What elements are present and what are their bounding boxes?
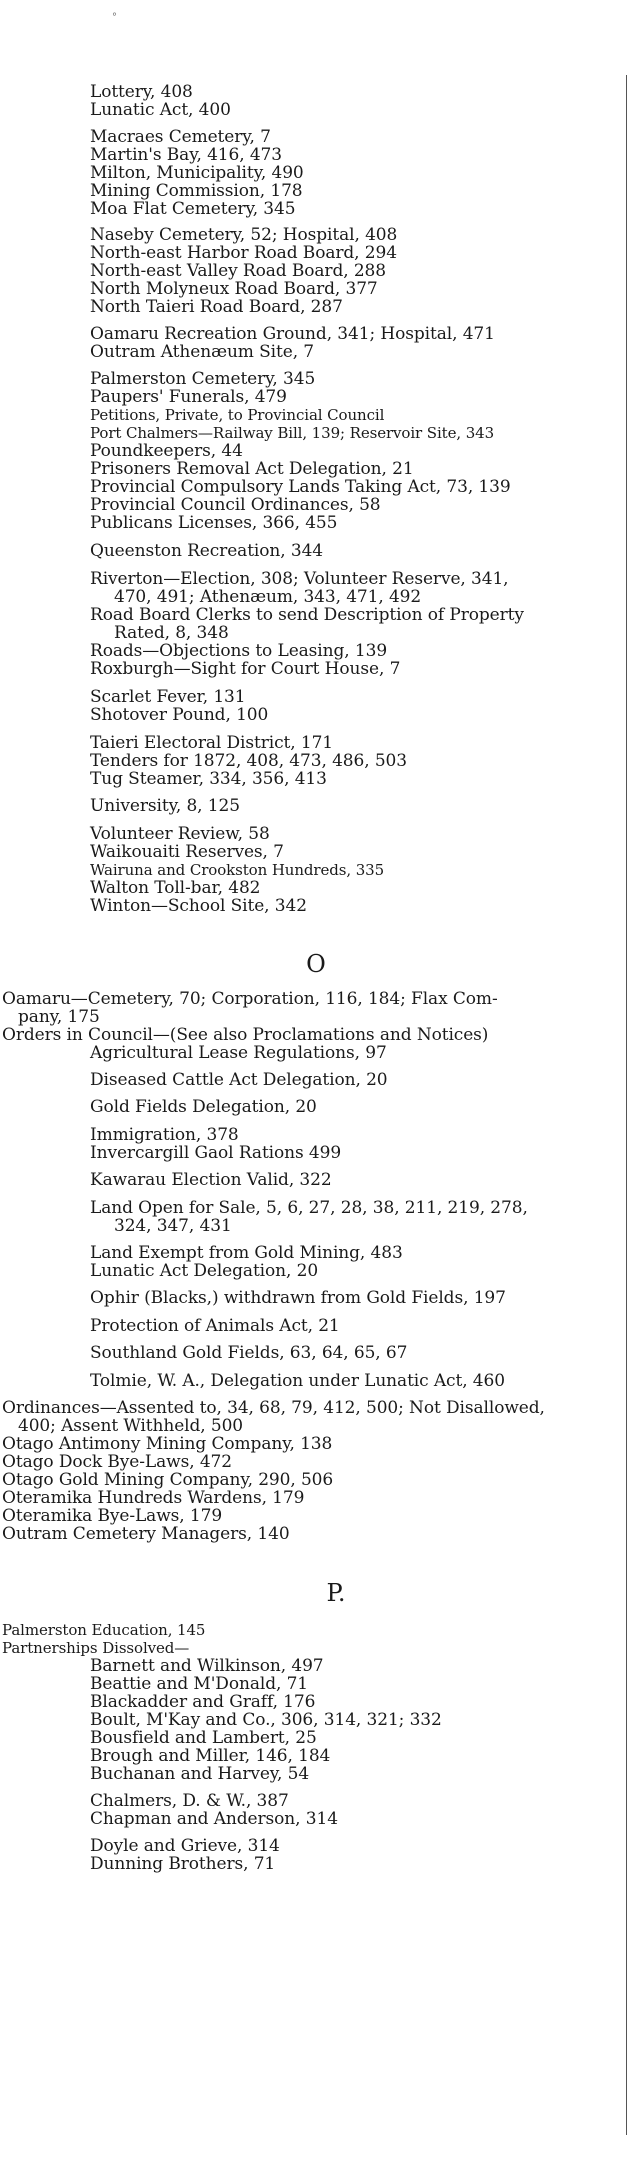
index-entry: 400; Assent Withheld, 500	[18, 1416, 244, 1436]
index-entry: Chapman and Anderson, 314	[90, 1809, 338, 1829]
index-entry: Gold Fields Delegation, 20	[90, 1097, 317, 1117]
index-entry: Paupers' Funerals, 479	[90, 387, 287, 407]
index-entry: Southland Gold Fields, 63, 64, 65, 67	[90, 1343, 408, 1363]
index-entry: Otago Gold Mining Company, 290, 506	[2, 1470, 334, 1490]
index-entry: North-east Valley Road Board, 288	[90, 261, 386, 281]
index-entry: Blackadder and Graff, 176	[90, 1692, 316, 1712]
index-entry: Publicans Licenses, 366, 455	[90, 513, 338, 533]
index-entry: North Taieri Road Board, 287	[90, 297, 343, 317]
index-entry: Oteramika Hundreds Wardens, 179	[2, 1488, 305, 1508]
index-entry: Lottery, 408	[90, 82, 193, 102]
index-entry: Riverton—Election, 308; Volunteer Reserve, 341,	[90, 569, 509, 589]
index-entry: Oamaru—Cemetery, 70; Corporation, 116, 184; Flax Com-	[2, 989, 498, 1009]
index-entry: Provincial Council Ordinances, 58	[90, 495, 381, 515]
index-entry: Beattie and M'Donald, 71	[90, 1674, 309, 1694]
index-entry: Wairuna and Crookston Hundreds, 335	[90, 861, 385, 879]
index-entry: Waikouaiti Reserves, 7	[90, 842, 284, 862]
index-entry: Queenston Recreation, 344	[90, 541, 324, 561]
index-entry: Barnett and Wilkinson, 497	[90, 1656, 324, 1676]
index-entry: Partnerships Dissolved—	[2, 1639, 190, 1657]
index-entry: Poundkeepers, 44	[90, 441, 243, 461]
index-entry: Lunatic Act Delegation, 20	[90, 1261, 319, 1281]
index-entry: Otago Dock Bye-Laws, 472	[2, 1452, 232, 1472]
index-entry: Walton Toll-bar, 482	[90, 878, 261, 898]
index-entry: Palmerston Education, 145	[2, 1621, 206, 1639]
index-entry: Diseased Cattle Act Delegation, 20	[90, 1070, 388, 1090]
index-entry: pany, 175	[18, 1007, 100, 1027]
index-entry: Invercargill Gaol Rations 499	[90, 1143, 342, 1163]
index-entry: Milton, Municipality, 490	[90, 163, 304, 183]
index-entry: Outram Athenæum Site, 7	[90, 342, 315, 362]
index-entry: Tolmie, W. A., Delegation under Lunatic Act, 460	[90, 1371, 505, 1391]
index-entry: Winton—School Site, 342	[90, 896, 307, 916]
index-entry: 470, 491; Athenæum, 343, 471, 492	[114, 587, 422, 607]
index-entry: Provincial Compulsory Lands Taking Act, 73, 139	[90, 477, 511, 497]
index-entry: Scarlet Fever, 131	[90, 687, 246, 707]
page-mark: °	[112, 12, 117, 23]
index-entry: Road Board Clerks to send Description of Property	[90, 605, 524, 625]
index-entry: Immigration, 378	[90, 1125, 239, 1145]
index-entry: Volunteer Review, 58	[90, 824, 270, 844]
index-entry: Brough and Miller, 146, 184	[90, 1746, 331, 1766]
index-entry: Protection of Animals Act, 21	[90, 1316, 340, 1336]
index-entry: Dunning Brothers, 71	[90, 1854, 276, 1874]
index-entry: Tenders for 1872, 408, 473, 486, 503	[90, 751, 407, 771]
right-margin-rule	[626, 75, 627, 2135]
index-entry: North Molyneux Road Board, 377	[90, 279, 378, 299]
index-entry: Tug Steamer, 334, 356, 413	[90, 769, 327, 789]
index-entry: Boult, M'Kay and Co., 306, 314, 321; 332	[90, 1710, 442, 1730]
index-entry: Prisoners Removal Act Delegation, 21	[90, 459, 414, 479]
index-entry: Mining Commission, 178	[90, 181, 303, 201]
index-entry: Palmerston Cemetery, 345	[90, 369, 316, 389]
index-entry: Doyle and Grieve, 314	[90, 1836, 280, 1856]
index-entry: Martin's Bay, 416, 473	[90, 145, 282, 165]
index-entry: Oamaru Recreation Ground, 341; Hospital, 471	[90, 324, 495, 344]
index-entry: Oteramika Bye-Laws, 179	[2, 1506, 223, 1526]
index-entry: Shotover Pound, 100	[90, 705, 269, 725]
section-heading-o: O	[306, 950, 326, 978]
index-entry: North-east Harbor Road Board, 294	[90, 243, 397, 263]
index-entry: Agricultural Lease Regulations, 97	[90, 1043, 387, 1063]
index-entry: Kawarau Election Valid, 322	[90, 1170, 332, 1190]
index-entry: Ophir (Blacks,) withdrawn from Gold Fields, 197	[90, 1288, 506, 1308]
index-entry: Rated, 8, 348	[114, 623, 229, 643]
index-entry: Outram Cemetery Managers, 140	[2, 1524, 290, 1544]
index-entry: Otago Antimony Mining Company, 138	[2, 1434, 333, 1454]
index-entry: Taieri Electoral District, 171	[90, 733, 334, 753]
index-entry: Land Exempt from Gold Mining, 483	[90, 1243, 403, 1263]
index-entry: Bousfield and Lambert, 25	[90, 1728, 317, 1748]
index-entry: Lunatic Act, 400	[90, 100, 231, 120]
index-entry: Land Open for Sale, 5, 6, 27, 28, 38, 211, 219, 278,	[90, 1198, 528, 1218]
index-entry: University, 8, 125	[90, 796, 240, 816]
index-entry: Roads—Objections to Leasing, 139	[90, 641, 388, 661]
index-entry: Petitions, Private, to Provincial Council	[90, 406, 385, 424]
index-entry: Roxburgh—Sight for Court House, 7	[90, 659, 401, 679]
index-entry: Ordinances—Assented to, 34, 68, 79, 412, 500; Not Disallowed,	[2, 1398, 545, 1418]
index-entry: Orders in Council—(See also Proclamations and Notices)	[2, 1025, 489, 1045]
index-entry: Moa Flat Cemetery, 345	[90, 199, 296, 219]
index-entry: Chalmers, D. & W., 387	[90, 1791, 289, 1811]
index-entry: Naseby Cemetery, 52; Hospital, 408	[90, 225, 398, 245]
index-entry: Port Chalmers—Railway Bill, 139; Reservoir Site, 343	[90, 424, 495, 442]
index-entry: Macraes Cemetery, 7	[90, 127, 271, 147]
index-entry: 324, 347, 431	[114, 1216, 232, 1236]
section-heading-p: P.	[326, 1579, 346, 1607]
index-entry: Buchanan and Harvey, 54	[90, 1764, 310, 1784]
